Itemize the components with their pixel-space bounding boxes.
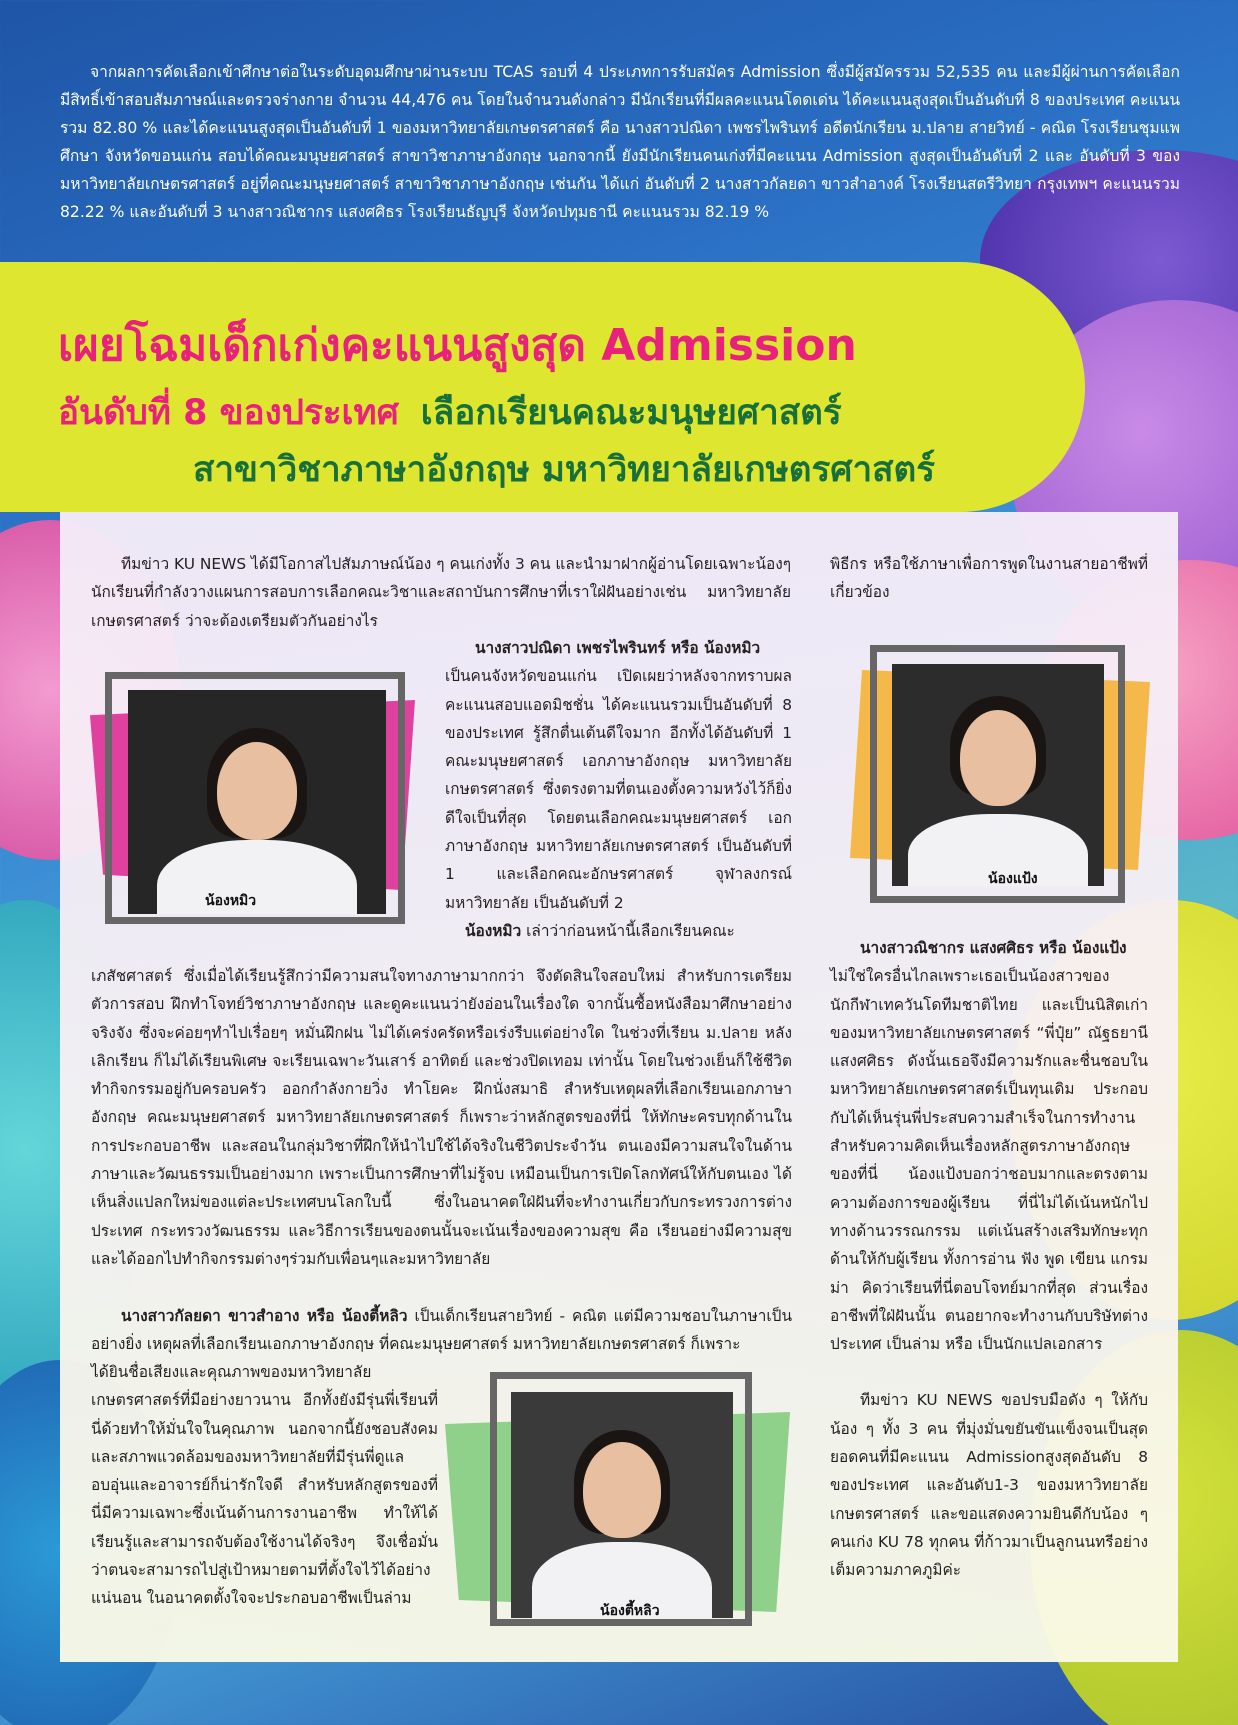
closing-paragraph: ทีมข่าว KU NEWS ขอปรบมือดัง ๆ ให้กับน้อง ๆ ทั้ง 3 คน ที่มุ่งมั่นขยันขันแข็งจนเป็นสุดยอดคนที่มีคะแนน Admissionสูงสุดอันดับ 8 ของประเทศ และอันดับ1-3 ของมหาวิทยาลัยเกษตรศาสตร์ และขอแสดงความยินดีกับน้อง ๆ คนเก่ง KU 78 ทุกคน ที่ก้าวมาเป็นลูกนนทรีอย่างเต็มความภาคภูมิค่ะ <box>830 1391 1148 1580</box>
article-lead <box>91 550 791 635</box>
lew-paragraph-1 <box>91 1302 792 1359</box>
intro-paragraph: จากผลการคัดเลือกเข้าศึกษาต่อในระดับอุดมศึกษาผ่านระบบ TCAS รอบที่ 4 ประเภทการรับสมัคร Admission ซึ่งมีผู้สมัครรวม 52,535 คน และมีผู้ผ่านการคัดเลือกมีสิทธิ์เข้าสอบสัมภาษณ์และตรวจร่างกาย จำนวน 44,476 คน โดยในจำนวนดังกล่าว มีนักเรียนที่มีผลคะแนนโดดเด่น ได้คะแนนสูงสุดเป็นอันดับที่ 8 ของประเทศ คะแนนรวม 82.80 % และได้คะแนนสูงสุดเป็นอันดับที่ 1 ของมหาวิทยาลัยเกษตรศาสตร์ คือ นางสาวปณิดา เพชรไพรินทร์ อดีตนักเรียน ม.ปลาย สายวิทย์ - คณิต โรงเรียนชุมแพศึกษา จังหวัดขอนแก่น สอบได้คณะมนุษยศาสตร์ สาขาวิชาภาษาอังกฤษ นอกจากนี้ ยังมีนักเรียนคนเก่งที่มีคะแนน Admission สูงสุดเป็นอันดับที่ 2 และ อันดับที่ 3 ของมหาวิทยาลัยเกษตรศาสตร์ อยู่ที่คณะมนุษยศาสตร์ สาขาวิชาภาษาอังกฤษ เช่นกัน ได้แก่ อันดับที่ 2 นางสาวกัลยดา ขาวสำอางค์ โรงเรียนสตรีวิทยา กรุงเทพฯ คะแนนรวม 82.22 % และอันดับที่ 3 นางสาวณิชากร แสงศศิธร โรงเรียนธัญบุรี จังหวัดปทุมธานี คะแนนรวม 82.19 % <box>60 63 1180 221</box>
headline-line-3: สาขาวิชาภาษาอังกฤษ มหาวิทยาลัยเกษตรศาสตร์ <box>193 450 936 490</box>
photo-caption: น้องตี้หลิว <box>600 1603 660 1619</box>
intro-section <box>60 58 1180 226</box>
mim-continuation <box>91 962 792 1273</box>
photo-caption: น้องแป้ง <box>988 871 1038 887</box>
portrait-image <box>128 690 386 914</box>
mim-name: นางสาวปณิดา เพชรไพรินทร์ หรือ น้องหมิว <box>475 639 761 657</box>
pang-paragraph: ไม่ใช่ใครอื่นไกลเพราะเธอเป็นน้องสาวของนักกีฬาเทควันโดทีมชาติไทย และเป็นนิสิตเก่าของมหาวิทยาลัยเกษตรศาสตร์ “พี่ปุ๋ย” ณัฐธยานี แสงศศิธร ดังนั้นเธอจึงมีความรักและชื่นชอบในมหาวิทยาลัยเกษตรศาสตร์เป็นทุนเดิม ประกอบกับได้เห็นรุ่นพี่ประสบความสำเร็จในการทำงาน สำหรับความคิดเห็นเรื่องหลักสูตรภาษาอังกฤษของที่นี่ น้องแป้งบอกว่าชอบมากและตรงตามความต้องการของผู้เรียน ที่นี่ไม่ได้เน้นหนักไปทางด้านวรรณกรรม แต่เน้นสร้างเสริมทักษะทุกด้านให้กับผู้เรียน ทั้งการอ่าน ฟัง พูด เขียน แกรมม่า คิดว่าเรียนที่นี่ตอบโจทย์มากที่สุด ส่วนเรื่องอาชีพที่ใฝ่ฝันนั้น ตนอยากจะทำงานกับบริษัทต่างประเทศ เป็นล่าม หรือ เป็นนักแปลเอกสาร <box>830 967 1148 1354</box>
lew-name: นางสาวกัลยดา ขาวสำอาง หรือ น้องตี้หลิว <box>121 1307 408 1325</box>
headline-line-2-green: เลือกเรียนคณะมนุษยศาสตร์ <box>420 393 842 433</box>
headline-line-1: เผยโฉมเด็กเก่งคะแนนสูงสุด Admission <box>58 320 857 371</box>
mim-paragraph-1: เป็นคนจังหวัดขอนแก่น เปิดเผยว่าหลังจากทราบผลคะแนนสอบแอดมิชชั่น ได้คะแนนรวมเป็นอันดับที่ 8 ของประเทศ รู้สึกตื่นเต้นดีใจมาก อีกทั้งได้อันดับที่ 1 คณะมนุษยศาสตร์ เอกภาษาอังกฤษ มหาวิทยาลัยเกษตรศาสตร์ ซึ่งตรงตามที่ตนเองตั้งความหวังไว้ก็ยิ่งดีใจเป็นที่สุด โดยตนเลือกคณะมนุษยศาสตร์ เอกภาษาอังกฤษ มหาวิทยาลัยเกษตรศาสตร์ เป็นอันดับที่ 1 และเลือกคณะอักษรศาสตร์ จุฬาลงกรณ์มหาวิทยาลัย เป็นอันดับที่ 2 <box>445 667 792 912</box>
pang-name: นางสาวณิชากร แสงศศิธร หรือ น้องแป้ง <box>860 939 1127 957</box>
lead-paragraph: ทีมข่าว KU NEWS ได้มีโอกาสไปสัมภาษณ์น้อง ๆ คนเก่งทั้ง 3 คน และนำมาฝากผู้อ่านโดยเฉพาะน้องๆนักเรียนที่กำลังวางแผนการสอบการเลือกคณะวิชาและสถาบันการศึกษาที่เราใฝ่ฝันอย่างเช่น มหาวิทยาลัยเกษตรศาสตร์ ว่าจะต้องเตรียมตัวกันอย่างไร <box>91 555 791 630</box>
photo-pang <box>850 630 1150 920</box>
photo-mim <box>90 660 420 930</box>
pang-section <box>830 934 1148 1585</box>
headline-line-2-pink: อันดับที่ 8 ของประเทศ <box>58 393 399 433</box>
mim-lead-name: น้องหมิว <box>465 921 522 940</box>
headline-line-2 <box>58 385 842 440</box>
mim-paragraph-2-body: เภสัชศาสตร์ ซึ่งเมื่อได้เรียนรู้สึกว่ามีความสนใจทางภาษามากกว่า จึงตัดสินใจสอบใหม่ สำหรับการเตรียมตัวการสอบ ฝึกทำโจทย์วิชาภาษาอังกฤษ และดูคะแนนว่ายังอ่อนในเรื่องใด จากนั้นซื้อหนังสือมาศึกษาอย่างจริงจัง ซึ่งจะค่อยๆทำไปเรื่อยๆ หมั่นฝึกฝน ไม่ได้เคร่งครัดหรือเร่งรีบแต่อย่างใด ในช่วงที่เรียน ม.ปลาย หลังเลิกเรียน ก็ไม่ได้เรียนพิเศษ จะเรียนเฉพาะวันเสาร์ อาทิตย์ และช่วงปิดเทอม เท่านั้น โดยในช่วงเย็นก็ใช้ชีวิตทำกิจกรรมอยู่กับครอบครัว ออกกำลังกายวิ่ง ทำโยคะ ฝึกนั่งสมาธิ สำหรับเหตุผลที่เลือกเรียนเอกภาษาอังกฤษ คณะมนุษยศาสตร์ มหาวิทยาลัยเกษตรศาสตร์ ก็เพราะว่าหลักสูตรของที่นี่ ให้ทักษะครบทุกด้านในการประกอบอาชีพ และสอนในกลุ่มวิชาที่ฝึกให้นำไปใช้ได้จริงในชีวิตประจำวัน ตนเองมีความสนใจในด้านภาษาและวัฒนธรรมเป็นอย่างมาก เพราะเป็นการศึกษาที่ไม่รู้จบ เหมือนเป็นการเปิดโลกทัศน์ให้กับตนเอง ได้เห็นสิ่งแปลกใหม่ของแต่ละประเทศบนโลกใบนี้ ซึ่งในอนาคตใฝ่ฝันที่จะทำงานเกี่ยวกับกระทรวงการต่างประเทศ กระทรวงวัฒนธรรม และวิธีการเรียนของตนนั้นจะเน้นเรื่องของความสุข คือ เรียนอย่างมีความสุข และได้ออกไปทำกิจกรรมต่างๆร่วมกับเพื่อนๆและมหาวิทยาลัย <box>91 967 792 1268</box>
portrait-image <box>511 1392 733 1618</box>
photo-lew <box>445 1372 795 1662</box>
right-column-continuation: พิธีกร หรือใช้ภาษาเพื่อการพูดในงานสายอาชีพที่เกี่ยวข้อง <box>830 555 1148 602</box>
lew-section <box>91 1358 438 1613</box>
portrait-image <box>892 664 1104 886</box>
lew-intro <box>91 1302 792 1359</box>
right-column-top <box>830 550 1148 607</box>
mim-paragraph-2-start <box>445 917 792 945</box>
photo-caption: น้องหมิว <box>205 893 257 909</box>
lew-paragraph-1-text: เป็นเด็กเรียนสายวิทย์ - คณิต แต่มีความชอบในภาษาเป็นอย่างยิ่ง เหตุผลที่เลือกเรียนเอกภาษาอังกฤษ ที่คณะมนุษยศาสตร์ มหาวิทยาลัยเกษตรศาสตร์ ก็เพราะ <box>91 1307 792 1354</box>
lew-paragraph-2: ได้ยินชื่อเสียงและคุณภาพของมหาวิทยาลัยเกษตรศาสตร์ที่มีอย่างยาวนาน อีกทั้งยังมีรุ่นพี่เรียนที่นี่ด้วยทำให้มั่นใจในคุณภาพ นอกจากนี้ยังชอบสังคมและสภาพแวดล้อมของมหาวิทยาลัยที่มีรุ่นพี่ดูแลอบอุ่นและอาจารย์ก็น่ารักใจดี สำหรับหลักสูตรของที่นี่มีความเฉพาะซึ่งเน้นด้านการงานอาชีพ ทำให้ได้เรียนรู้และสามารถจับต้องใช้งานได้จริงๆ จึงเชื่อมั่นว่าตนจะสามารถไปสู่เป้าหมายตามที่ตั้งใจไว้ได้อย่างแน่นอน ในอนาคตตั้งใจจะประกอบอาชีพเป็นล่าม <box>91 1363 438 1608</box>
mim-section <box>445 634 792 945</box>
mim-paragraph-2-text: เล่าว่าก่อนหน้านี้เลือกเรียนคณะ <box>526 921 735 940</box>
